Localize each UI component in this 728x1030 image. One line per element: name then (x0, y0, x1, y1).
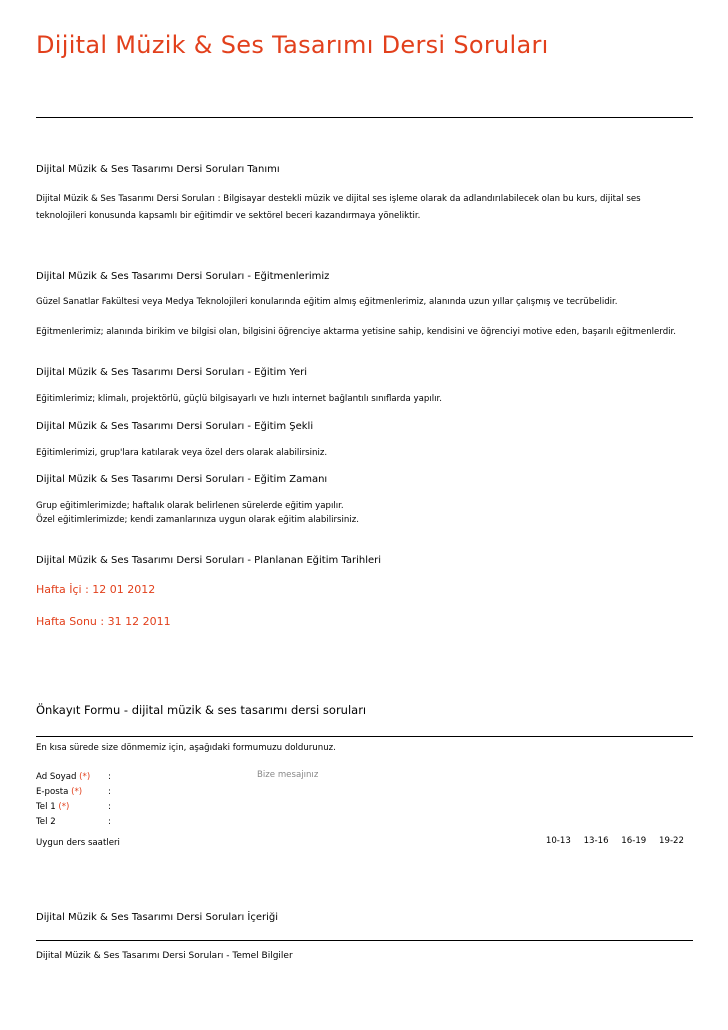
field-tel2[interactable] (36, 815, 118, 829)
dates-heading: Dijital Müzik & Ses Tasarımı Dersi Soruları - Planlanan Eğitim Tarihleri (36, 555, 382, 566)
field-colon: : (108, 787, 111, 797)
instructors-text-1: Güzel Sanatlar Fakültesi veya Medya Teknolojileri konularında eğitim almış eğitmenlerimiz, alanında uzun yıllar çalışmış ve tecrübelidir. (36, 297, 618, 307)
time-text-2: Özel eğitimlerimizde; kendi zamanlarınıza uygun olarak eğitim alabilirsiniz. (36, 515, 359, 525)
hours-slots (536, 836, 684, 846)
field-colon: : (108, 772, 111, 782)
definition-heading: Dijital Müzik & Ses Tasarımı Dersi Soruları Tanımı (36, 164, 280, 175)
weekend-date: Hafta Sonu : 31 12 2011 (36, 615, 171, 628)
field-colon: : (108, 817, 111, 827)
required-mark: (*) (58, 802, 70, 812)
time-heading: Dijital Müzik & Ses Tasarımı Dersi Soruları - Eğitim Zamanı (36, 474, 328, 485)
format-heading: Dijital Müzik & Ses Tasarımı Dersi Soruları - Eğitim Şekli (36, 421, 314, 432)
field-colon: : (108, 802, 111, 812)
field-label: Tel 1 (36, 802, 56, 812)
form-divider (36, 736, 693, 737)
format-text: Eğitimlerimizi, grup'lara katılarak veya özel ders olarak alabilirsiniz. (36, 448, 328, 458)
slot-option[interactable]: 10-13 (545, 836, 571, 846)
form-heading: Önkayıt Formu - dijital müzik & ses tasarımı dersi soruları (36, 703, 367, 717)
form-intro: En kısa sürede size dönmemiz için, aşağıdaki formumuzu doldurunuz. (36, 743, 336, 753)
required-mark: (*) (71, 787, 83, 797)
content-subheading: Dijital Müzik & Ses Tasarımı Dersi Soruları - Temel Bilgiler (36, 951, 293, 961)
message-field[interactable]: Bize mesajınız (257, 770, 319, 780)
page-title: Dijital Müzik & Ses Tasarımı Dersi Soruları (36, 31, 549, 59)
field-label: Ad Soyad (36, 772, 77, 782)
field-tel1[interactable] (36, 800, 118, 814)
weekday-date: Hafta İçi : 12 01 2012 (36, 583, 156, 596)
field-email[interactable] (36, 785, 118, 799)
place-text: Eğitimlerimiz; klimalı, projektörlü, güçlü bilgisayarlı ve hızlı internet bağlantılı sınıflarda yapılır. (36, 394, 442, 404)
slot-option[interactable]: 19-22 (659, 836, 684, 846)
title-divider (36, 117, 693, 118)
instructors-heading: Dijital Müzik & Ses Tasarımı Dersi Soruları - Eğitmenlerimiz (36, 271, 330, 282)
hours-label: Uygun ders saatleri (36, 838, 120, 848)
slot-option[interactable]: 13-16 (583, 836, 609, 846)
content-heading: Dijital Müzik & Ses Tasarımı Dersi Soruları İçeriği (36, 912, 279, 923)
time-text-1: Grup eğitimlerimizde; haftalık olarak belirlenen sürelerde eğitim yapılır. (36, 501, 344, 511)
content-divider (36, 940, 693, 941)
field-label: E-posta (36, 787, 69, 797)
slot-option[interactable]: 16-19 (621, 836, 647, 846)
instructors-text-2: Eğitmenlerimiz; alanında birikim ve bilgisi olan, bilgisini öğrenciye aktarma yetisine sahip, kendisini ve öğrenciyi motive eden, başarılı eğitmenlerdir. (36, 327, 677, 337)
place-heading: Dijital Müzik & Ses Tasarımı Dersi Soruları - Eğitim Yeri (36, 367, 308, 378)
field-label: Tel 2 (36, 817, 56, 827)
field-name[interactable] (36, 770, 118, 784)
required-mark: (*) (79, 772, 91, 782)
definition-text: Dijital Müzik & Ses Tasarımı Dersi Soruları : Bilgisayar destekli müzik ve dijital ses işleme olarak da adlandırılabilecek olan bu kurs, dijital ses teknolojileri konusunda kapsamlı bir eğitimdir ve sektörel beceri kazandırmaya yöneliktir. (36, 194, 641, 221)
